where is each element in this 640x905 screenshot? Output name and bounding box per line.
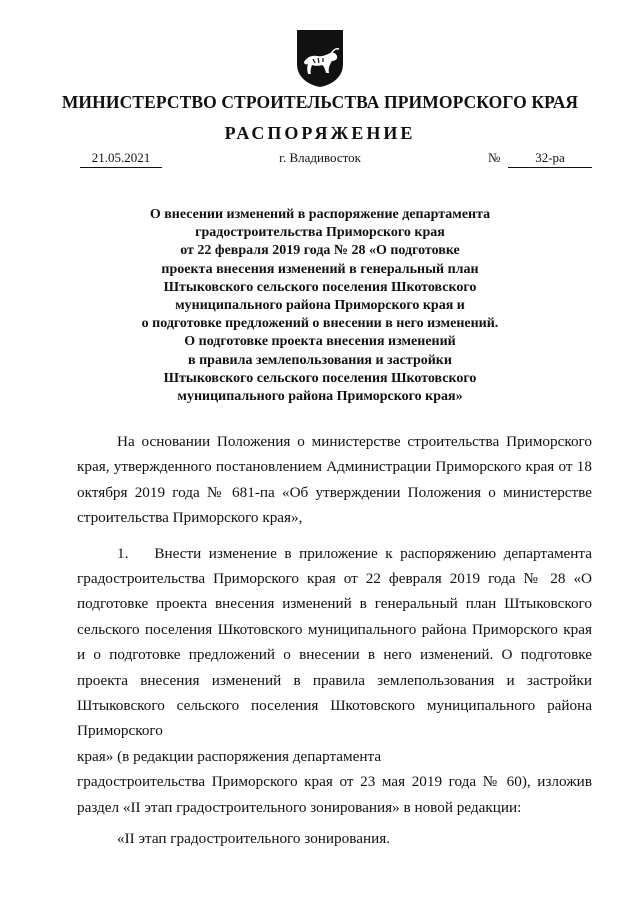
title-line: в правила землепользования и застройки [188, 352, 452, 368]
title-line: градостроительства Приморского края [195, 225, 445, 241]
item-1-tail: градостроительства Приморского края от 23 мая 2019 года № 60), изложив раздел «II этап градостроительного зонирования» в новой редакции: [77, 773, 592, 816]
document-body [77, 429, 592, 852]
quoted-section-heading: «II этап градостроительного зонирования. [117, 830, 390, 848]
title-line: Штыковского сельского поселения Шкотовского [163, 370, 477, 386]
item-1-text: Внести изменение в приложение к распоряжению департамента градостроительства Приморского края от 22 февраля 2019 года № 28 «О подготовке проекта внесения изменений в генеральный план Штыковского сельского поселения Шкотовского муниципального района Приморского края и о подготовке предложений о внесении в него изменений. О подготовке проекта внесения изменений в правила землепользования и застройки Штыковского сельского поселения Шкотовского муниципального района Приморского [77, 544, 592, 740]
item-1-spread-line [77, 744, 592, 769]
title-line: О внесении изменений в распоряжение департамента [149, 207, 491, 222]
item-1-word: редакции [133, 747, 194, 765]
title-line: от 22 февраля 2019 года № 28 «О подготовке [180, 243, 460, 259]
title-line: муниципального района Приморского края и [175, 298, 465, 314]
preamble-paragraph: На основании Положения о министерстве строительства Приморского края, утвержденного постановлением Администрации Приморского края от 18 октября 2019 года № 681-па «Об утверждении Положения о министерстве строительства Приморского края», [77, 433, 592, 527]
item-1-word: департамента [292, 747, 382, 765]
title-line: муниципального района Приморского края» [177, 389, 463, 405]
document-title [100, 206, 540, 406]
item-1-number: 1. [117, 544, 129, 562]
item-1-word: распоряжения [197, 747, 289, 765]
item-1-word: (в [117, 747, 130, 765]
document-number: 32-ра [508, 150, 592, 168]
title-line: проекта внесения изменений в генеральный план [161, 261, 479, 277]
document-city: г. Владивосток [279, 150, 361, 165]
document-type: РАСПОРЯЖЕНИЕ [224, 123, 416, 143]
item-1-word: края» [77, 747, 114, 765]
ministry-name: МИНИСТЕРСТВО СТРОИТЕЛЬСТВА ПРИМОРСКОГО КРАЯ [61, 92, 579, 112]
number-sign: № [488, 150, 501, 165]
title-line: О подготовке проекта внесения изменений [184, 334, 456, 350]
document-date: 21.05.2021 [80, 150, 162, 168]
title-line: Штыковского сельского поселения Шкотовского [163, 279, 477, 295]
title-line: о подготовке предложений о внесении в него изменений. [141, 316, 499, 332]
item-1-paragraph [77, 541, 592, 744]
primorsky-krai-coat-of-arms-icon [295, 28, 345, 88]
